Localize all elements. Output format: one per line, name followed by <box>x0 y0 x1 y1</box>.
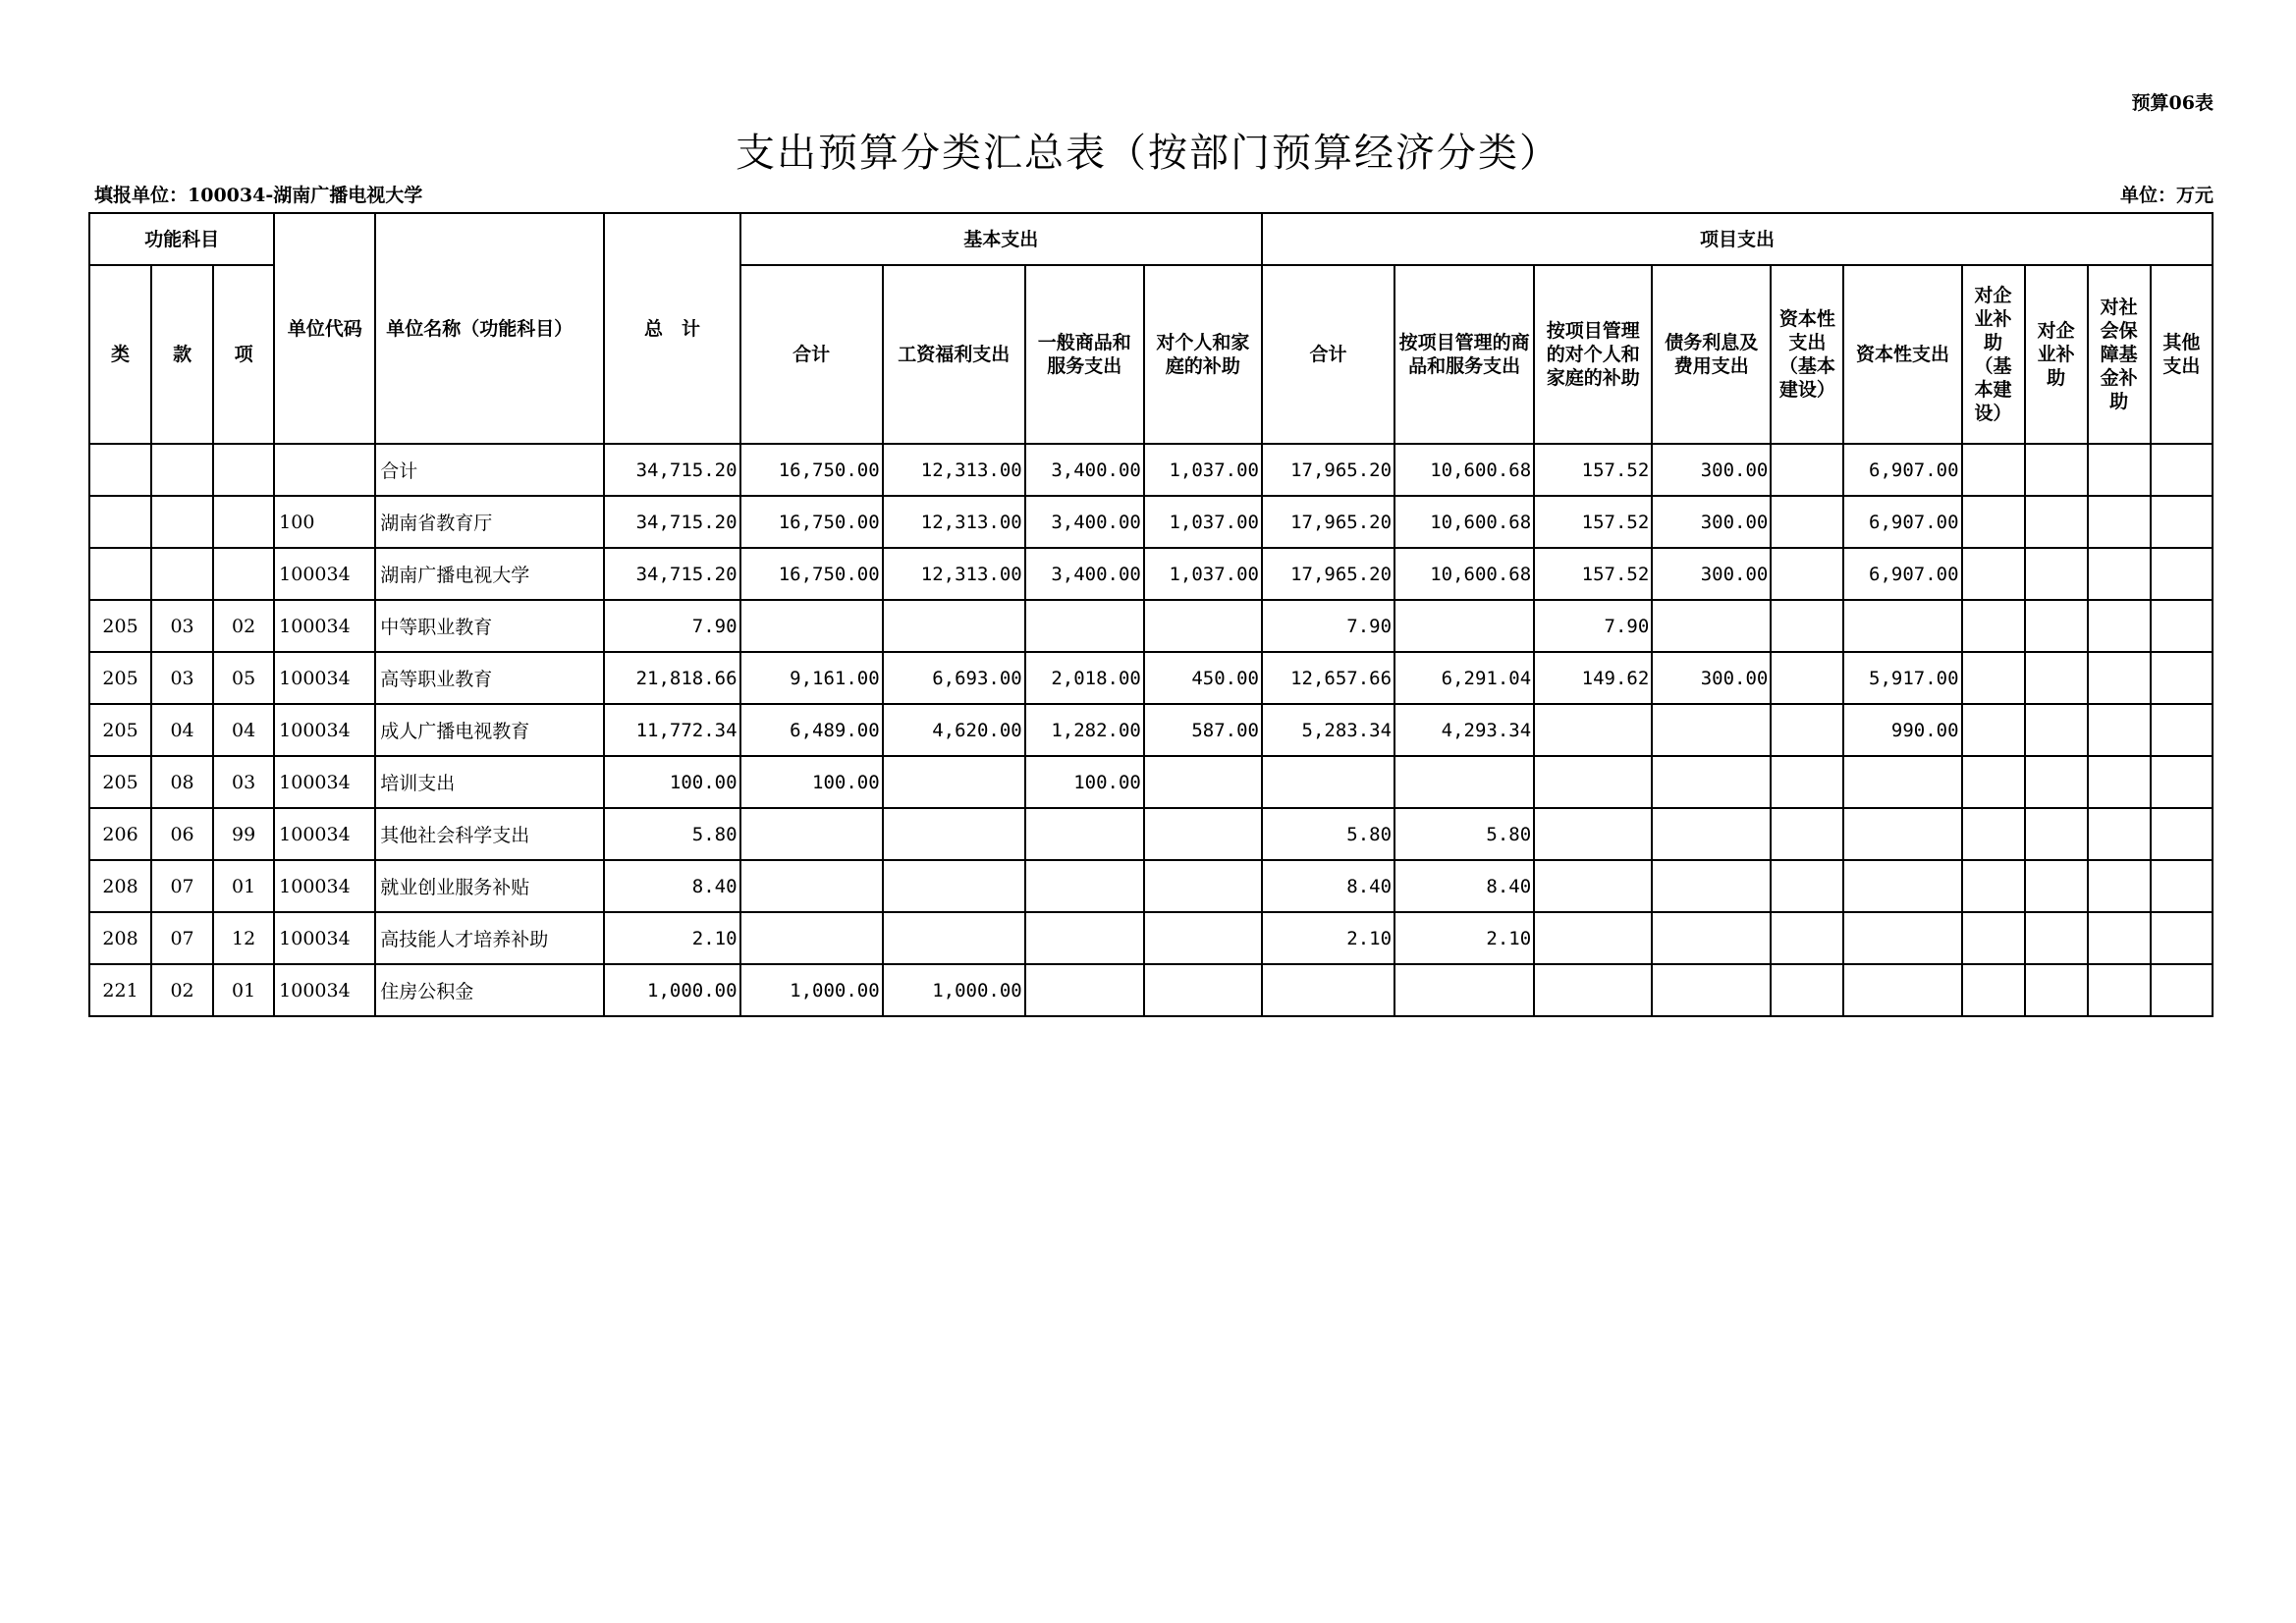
cell-p-goods: 10,600.68 <box>1394 548 1534 600</box>
cell-code: 100 <box>274 496 375 548</box>
header-xiang: 项 <box>213 265 274 444</box>
header-p-personal: 按项目管理的对个人和家庭的补助 <box>1534 265 1652 444</box>
page-title: 支出预算分类汇总表（按部门预算经济分类） <box>736 131 1560 176</box>
form-number: 预算06表 <box>2131 92 2214 114</box>
header-b-salary: 工资福利支出 <box>883 265 1025 444</box>
cell-name: 湖南广播电视大学 <box>375 548 604 600</box>
cell-total: 8.40 <box>604 860 739 912</box>
cell-p-personal: 149.62 <box>1534 652 1652 704</box>
cell-b-personal: 1,037.00 <box>1144 444 1262 496</box>
cell-kuan: 07 <box>151 860 213 912</box>
cell-p-capital-build <box>1771 964 1843 1016</box>
cell-p-debt: 300.00 <box>1652 496 1771 548</box>
cell-p-ent <box>2025 600 2088 652</box>
cell-b-total <box>740 808 883 860</box>
cell-b-goods: 100.00 <box>1025 756 1144 808</box>
cell-xiang <box>213 548 274 600</box>
cell-xiang: 02 <box>213 600 274 652</box>
cell-b-salary <box>883 860 1025 912</box>
header-project: 项目支出 <box>1262 213 2213 265</box>
cell-p-other <box>2151 652 2213 704</box>
cell-b-goods <box>1025 860 1144 912</box>
cell-p-capital-build <box>1771 808 1843 860</box>
cell-b-goods <box>1025 600 1144 652</box>
table-row <box>89 548 2213 600</box>
cell-kuan: 06 <box>151 808 213 860</box>
cell-b-total <box>740 860 883 912</box>
cell-kuan: 02 <box>151 964 213 1016</box>
cell-p-social <box>2088 964 2151 1016</box>
cell-p-social <box>2088 808 2151 860</box>
cell-p-goods: 10,600.68 <box>1394 444 1534 496</box>
cell-p-debt <box>1652 860 1771 912</box>
cell-p-personal <box>1534 912 1652 964</box>
cell-p-total: 2.10 <box>1262 912 1394 964</box>
cell-p-capital-build <box>1771 912 1843 964</box>
cell-lei: 205 <box>89 600 151 652</box>
cell-code: 100034 <box>274 964 375 1016</box>
cell-total: 5.80 <box>604 808 739 860</box>
cell-p-goods: 4,293.34 <box>1394 704 1534 756</box>
cell-p-ent <box>2025 964 2088 1016</box>
cell-p-debt: 300.00 <box>1652 444 1771 496</box>
cell-xiang: 04 <box>213 704 274 756</box>
cell-kuan <box>151 548 213 600</box>
cell-b-salary: 12,313.00 <box>883 444 1025 496</box>
cell-p-debt <box>1652 808 1771 860</box>
cell-name: 住房公积金 <box>375 964 604 1016</box>
cell-kuan <box>151 496 213 548</box>
cell-p-total: 7.90 <box>1262 600 1394 652</box>
cell-lei: 208 <box>89 860 151 912</box>
filling-unit: 填报单位：100034-湖南广播电视大学 <box>94 185 423 206</box>
cell-xiang: 99 <box>213 808 274 860</box>
cell-p-social <box>2088 860 2151 912</box>
cell-p-total: 8.40 <box>1262 860 1394 912</box>
cell-p-other <box>2151 756 2213 808</box>
cell-name: 就业创业服务补贴 <box>375 860 604 912</box>
cell-p-ent <box>2025 444 2088 496</box>
table-row <box>89 912 2213 964</box>
cell-b-personal: 1,037.00 <box>1144 548 1262 600</box>
cell-p-ent-build <box>1962 860 2025 912</box>
cell-p-debt: 300.00 <box>1652 652 1771 704</box>
cell-kuan: 08 <box>151 756 213 808</box>
cell-p-other <box>2151 964 2213 1016</box>
cell-p-debt <box>1652 964 1771 1016</box>
header-p-other: 其他支出 <box>2151 265 2213 444</box>
cell-p-ent <box>2025 704 2088 756</box>
header-b-goods: 一般商品和服务支出 <box>1025 265 1144 444</box>
cell-p-total <box>1262 756 1394 808</box>
cell-p-ent <box>2025 860 2088 912</box>
header-basic: 基本支出 <box>740 213 1262 265</box>
cell-total: 100.00 <box>604 756 739 808</box>
header-p-total: 合计 <box>1262 265 1394 444</box>
cell-p-goods <box>1394 964 1534 1016</box>
cell-b-personal: 587.00 <box>1144 704 1262 756</box>
cell-b-total: 16,750.00 <box>740 548 883 600</box>
cell-p-capital <box>1843 860 1961 912</box>
cell-p-capital-build <box>1771 860 1843 912</box>
cell-name: 其他社会科学支出 <box>375 808 604 860</box>
cell-b-salary: 4,620.00 <box>883 704 1025 756</box>
cell-b-total <box>740 912 883 964</box>
header-p-ent: 对企业补助 <box>2025 265 2088 444</box>
cell-p-personal <box>1534 860 1652 912</box>
cell-p-personal <box>1534 704 1652 756</box>
cell-p-capital-build <box>1771 756 1843 808</box>
table-row <box>89 860 2213 912</box>
cell-p-total: 17,965.20 <box>1262 548 1394 600</box>
cell-p-capital: 6,907.00 <box>1843 444 1961 496</box>
cell-p-capital-build <box>1771 496 1843 548</box>
cell-b-goods <box>1025 808 1144 860</box>
cell-lei: 221 <box>89 964 151 1016</box>
cell-total: 34,715.20 <box>604 444 739 496</box>
cell-code: 100034 <box>274 652 375 704</box>
cell-b-salary <box>883 808 1025 860</box>
cell-p-total: 17,965.20 <box>1262 444 1394 496</box>
cell-total: 11,772.34 <box>604 704 739 756</box>
cell-xiang <box>213 496 274 548</box>
table-row <box>89 756 2213 808</box>
cell-p-capital <box>1843 964 1961 1016</box>
cell-name: 湖南省教育厅 <box>375 496 604 548</box>
cell-p-goods: 10,600.68 <box>1394 496 1534 548</box>
cell-p-ent <box>2025 912 2088 964</box>
cell-b-salary: 12,313.00 <box>883 548 1025 600</box>
cell-p-ent-build <box>1962 704 2025 756</box>
table-row <box>89 600 2213 652</box>
header-kuan: 款 <box>151 265 213 444</box>
cell-p-social <box>2088 652 2151 704</box>
cell-b-salary <box>883 756 1025 808</box>
cell-b-personal: 450.00 <box>1144 652 1262 704</box>
cell-code: 100034 <box>274 600 375 652</box>
cell-xiang: 05 <box>213 652 274 704</box>
cell-total: 34,715.20 <box>604 548 739 600</box>
currency-unit: 单位：万元 <box>2119 185 2214 206</box>
cell-total: 2.10 <box>604 912 739 964</box>
table-row <box>89 964 2213 1016</box>
cell-lei: 206 <box>89 808 151 860</box>
cell-p-ent <box>2025 756 2088 808</box>
cell-p-capital: 6,907.00 <box>1843 548 1961 600</box>
cell-p-debt <box>1652 600 1771 652</box>
cell-p-other <box>2151 548 2213 600</box>
cell-lei <box>89 444 151 496</box>
table-row <box>89 444 2213 496</box>
cell-xiang: 01 <box>213 860 274 912</box>
cell-p-ent-build <box>1962 912 2025 964</box>
cell-xiang: 12 <box>213 912 274 964</box>
cell-code: 100034 <box>274 704 375 756</box>
header-unit-code: 单位代码 <box>274 213 375 444</box>
cell-b-goods <box>1025 912 1144 964</box>
cell-xiang: 03 <box>213 756 274 808</box>
cell-p-total <box>1262 964 1394 1016</box>
cell-kuan: 03 <box>151 600 213 652</box>
cell-p-personal <box>1534 756 1652 808</box>
header-p-social: 对社会保障基金补助 <box>2088 265 2151 444</box>
cell-code: 100034 <box>274 912 375 964</box>
cell-kuan: 07 <box>151 912 213 964</box>
cell-p-debt <box>1652 912 1771 964</box>
cell-p-capital-build <box>1771 652 1843 704</box>
header-func: 功能科目 <box>89 213 274 265</box>
cell-code <box>274 444 375 496</box>
cell-p-other <box>2151 808 2213 860</box>
cell-lei: 208 <box>89 912 151 964</box>
cell-p-total: 12,657.66 <box>1262 652 1394 704</box>
cell-p-debt: 300.00 <box>1652 548 1771 600</box>
header-p-goods: 按项目管理的商品和服务支出 <box>1394 265 1534 444</box>
cell-p-ent-build <box>1962 756 2025 808</box>
cell-b-goods: 2,018.00 <box>1025 652 1144 704</box>
cell-code: 100034 <box>274 808 375 860</box>
cell-name: 培训支出 <box>375 756 604 808</box>
table-row <box>89 652 2213 704</box>
cell-lei <box>89 496 151 548</box>
cell-p-other <box>2151 600 2213 652</box>
cell-b-total: 6,489.00 <box>740 704 883 756</box>
cell-p-social <box>2088 496 2151 548</box>
cell-p-ent-build <box>1962 548 2025 600</box>
cell-b-personal <box>1144 912 1262 964</box>
cell-p-capital <box>1843 808 1961 860</box>
cell-name: 高等职业教育 <box>375 652 604 704</box>
cell-b-goods: 3,400.00 <box>1025 444 1144 496</box>
cell-b-salary: 12,313.00 <box>883 496 1025 548</box>
cell-b-personal <box>1144 600 1262 652</box>
cell-b-goods: 3,400.00 <box>1025 496 1144 548</box>
header-p-capital: 资本性支出 <box>1843 265 1961 444</box>
budget-table <box>88 212 2214 1017</box>
cell-xiang <box>213 444 274 496</box>
cell-b-personal <box>1144 964 1262 1016</box>
cell-p-ent <box>2025 652 2088 704</box>
cell-p-capital <box>1843 912 1961 964</box>
cell-b-goods: 3,400.00 <box>1025 548 1144 600</box>
cell-p-ent <box>2025 808 2088 860</box>
cell-p-goods: 6,291.04 <box>1394 652 1534 704</box>
cell-p-total: 5.80 <box>1262 808 1394 860</box>
cell-p-capital <box>1843 600 1961 652</box>
cell-b-goods <box>1025 964 1144 1016</box>
cell-p-capital-build <box>1771 704 1843 756</box>
cell-p-goods <box>1394 756 1534 808</box>
cell-kuan <box>151 444 213 496</box>
cell-p-ent <box>2025 548 2088 600</box>
cell-p-personal <box>1534 808 1652 860</box>
cell-p-other <box>2151 704 2213 756</box>
cell-p-personal: 157.52 <box>1534 496 1652 548</box>
cell-p-goods: 8.40 <box>1394 860 1534 912</box>
cell-p-personal <box>1534 964 1652 1016</box>
cell-p-debt <box>1652 704 1771 756</box>
cell-p-social <box>2088 600 2151 652</box>
cell-p-ent-build <box>1962 496 2025 548</box>
header-p-debt: 债务利息及费用支出 <box>1652 265 1771 444</box>
cell-p-personal: 157.52 <box>1534 548 1652 600</box>
cell-code: 100034 <box>274 860 375 912</box>
header-p-ent-build: 对企业补助（基本建设） <box>1962 265 2025 444</box>
cell-b-total: 16,750.00 <box>740 444 883 496</box>
cell-kuan: 03 <box>151 652 213 704</box>
cell-b-total: 9,161.00 <box>740 652 883 704</box>
cell-kuan: 04 <box>151 704 213 756</box>
cell-p-capital: 990.00 <box>1843 704 1961 756</box>
cell-b-salary <box>883 912 1025 964</box>
cell-total: 34,715.20 <box>604 496 739 548</box>
cell-lei: 205 <box>89 704 151 756</box>
cell-b-goods: 1,282.00 <box>1025 704 1144 756</box>
header-p-capital-build: 资本性支出（基本建设） <box>1771 265 1843 444</box>
cell-p-personal: 7.90 <box>1534 600 1652 652</box>
cell-code: 100034 <box>274 756 375 808</box>
header-b-personal: 对个人和家庭的补助 <box>1144 265 1262 444</box>
cell-xiang: 01 <box>213 964 274 1016</box>
cell-p-ent-build <box>1962 444 2025 496</box>
cell-b-personal <box>1144 808 1262 860</box>
cell-b-personal: 1,037.00 <box>1144 496 1262 548</box>
cell-b-personal <box>1144 860 1262 912</box>
cell-p-debt <box>1652 756 1771 808</box>
cell-p-social <box>2088 444 2151 496</box>
cell-b-total <box>740 600 883 652</box>
header-unit-name: 单位名称（功能科目） <box>375 213 604 444</box>
cell-b-salary <box>883 600 1025 652</box>
cell-b-personal <box>1144 756 1262 808</box>
cell-name: 中等职业教育 <box>375 600 604 652</box>
cell-p-social <box>2088 704 2151 756</box>
cell-b-total: 16,750.00 <box>740 496 883 548</box>
table-row <box>89 808 2213 860</box>
cell-p-capital: 6,907.00 <box>1843 496 1961 548</box>
cell-p-personal: 157.52 <box>1534 444 1652 496</box>
cell-p-capital: 5,917.00 <box>1843 652 1961 704</box>
cell-p-ent-build <box>1962 652 2025 704</box>
cell-p-social <box>2088 756 2151 808</box>
cell-p-capital-build <box>1771 548 1843 600</box>
cell-p-social <box>2088 912 2151 964</box>
header-total: 总 计 <box>604 213 739 444</box>
cell-p-ent <box>2025 496 2088 548</box>
cell-b-salary: 1,000.00 <box>883 964 1025 1016</box>
cell-lei: 205 <box>89 652 151 704</box>
table-row <box>89 704 2213 756</box>
cell-p-other <box>2151 860 2213 912</box>
cell-p-other <box>2151 444 2213 496</box>
cell-lei <box>89 548 151 600</box>
cell-lei: 205 <box>89 756 151 808</box>
cell-p-capital-build <box>1771 444 1843 496</box>
cell-p-other <box>2151 496 2213 548</box>
cell-name: 高技能人才培养补助 <box>375 912 604 964</box>
cell-p-other <box>2151 912 2213 964</box>
cell-total: 21,818.66 <box>604 652 739 704</box>
cell-b-total: 1,000.00 <box>740 964 883 1016</box>
cell-p-goods <box>1394 600 1534 652</box>
cell-p-capital <box>1843 756 1961 808</box>
cell-p-total: 17,965.20 <box>1262 496 1394 548</box>
table-row <box>89 496 2213 548</box>
cell-p-social <box>2088 548 2151 600</box>
cell-p-capital-build <box>1771 600 1843 652</box>
cell-total: 1,000.00 <box>604 964 739 1016</box>
cell-p-ent-build <box>1962 964 2025 1016</box>
header-lei: 类 <box>89 265 151 444</box>
budget-table-body <box>89 444 2213 1016</box>
cell-p-ent-build <box>1962 600 2025 652</box>
cell-name: 成人广播电视教育 <box>375 704 604 756</box>
header-b-total: 合计 <box>740 265 883 444</box>
cell-total: 7.90 <box>604 600 739 652</box>
cell-b-total: 100.00 <box>740 756 883 808</box>
cell-b-salary: 6,693.00 <box>883 652 1025 704</box>
cell-p-goods: 5.80 <box>1394 808 1534 860</box>
cell-name: 合计 <box>375 444 604 496</box>
cell-code: 100034 <box>274 548 375 600</box>
cell-p-total: 5,283.34 <box>1262 704 1394 756</box>
cell-p-ent-build <box>1962 808 2025 860</box>
cell-p-goods: 2.10 <box>1394 912 1534 964</box>
